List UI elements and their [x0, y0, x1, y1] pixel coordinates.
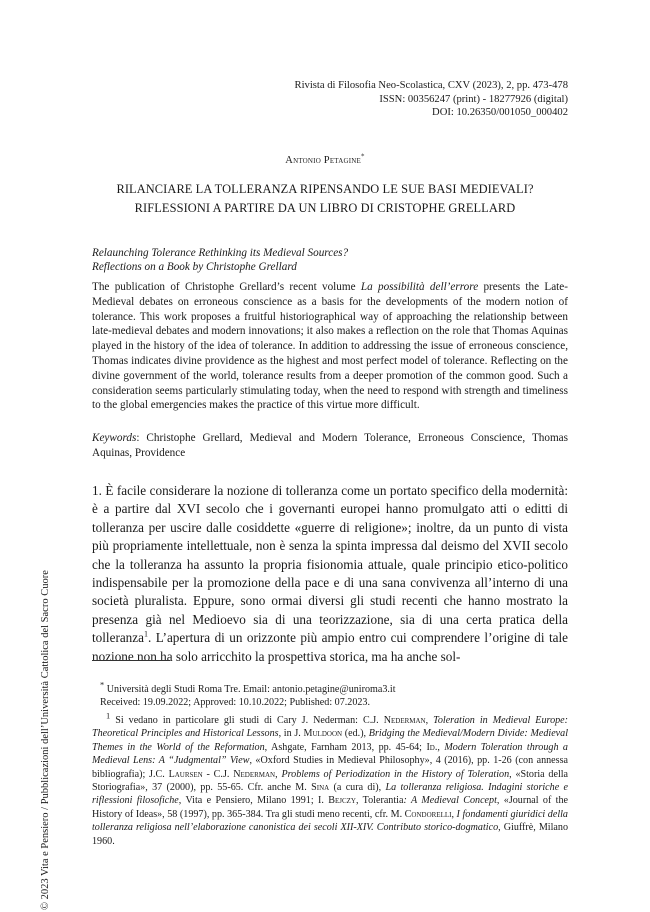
affiliation-line: [100, 680, 570, 696]
fn1-text: , «Oxford Studies in Medieval Philosophy», 4 (2016), pp. 1-26 (con annessa bibliografia); J.C.: [92, 755, 568, 780]
fn1-work-title: : A Medieval Concept: [403, 795, 497, 807]
keywords-label: Keywords: [92, 432, 137, 444]
fn1-text: ,: [451, 808, 457, 820]
fn1-text: , «Journal of the History of Ideas», 58 (1997), pp. 365-384. Tra gli studi meno recenti, cfr. M.: [92, 795, 568, 820]
doi: DOI: 10.26350/001050_000402: [432, 107, 568, 119]
journal-header: [295, 79, 568, 120]
fn1-text: , «Storia della Storiografia», 37 (2000), pp. 55-65. Cfr. anche M.: [92, 768, 569, 794]
issn: ISSN: 00356247 (print) - 18277926 (digital): [379, 93, 568, 105]
dates-line: Received: 19.09.2022; Approved: 10.10.2022; Published: 07.2023.: [100, 697, 370, 709]
fn1-text: , in J.: [278, 728, 304, 740]
title-line-2: RIFLESSIONI A PARTIRE DA UN LIBRO DI CRISTOPHE GRELLARD: [134, 201, 516, 215]
fn1-author: Bejczy: [328, 795, 356, 807]
abstract: [92, 280, 568, 413]
english-title-line-1: Relaunching Tolerance Rethinking its Medieval Sources?: [92, 247, 349, 259]
footnote-1: [92, 711, 569, 848]
body-paragraph: [92, 482, 568, 666]
fn1-work-title: Bridging the Medieval/Modern Divide: Medieval Themes in the World of the Reformation: [92, 728, 569, 753]
fn1-text: (a cura di),: [329, 782, 386, 794]
fn1-text: ,: [275, 768, 282, 780]
fn1-text: , Giuffrè, Milano 1960.: [92, 822, 568, 847]
fn1-text: ,: [437, 741, 445, 753]
affiliation-text: Università degli Studi Roma Tre. Email: antonio.petagine@uniroma3.it: [104, 684, 396, 695]
fn1-author: Laursen: [168, 768, 203, 780]
fn1-text: ,: [425, 715, 434, 726]
author-footnote-mark: *: [361, 152, 365, 161]
author-name: Antonio Petagine: [285, 155, 361, 166]
fn1-text: , Ashgate, Farnham 2013, pp. 45-64;: [264, 741, 427, 753]
body-text-1: 1. È facile considerare la nozione di tolleranza come un portato specifico della modernità: è a partire dal XVI secolo che i governanti europei hanno promulgato atti o editti di tolleranza per uscire dalle cosiddette «guerre di religione»; inoltre, da un punto di vista più propriamente intellettuale, non è senza la spinta impressa dal deismo del XVII secolo che la tolleranza ha assunto la propria fisionomia attuale, quale principio etico-politico indispensabile per la promozione della pace e di una sana convivenza all’interno di una società pluralista. Eppure, sono ormai diversi gli studi recenti che hanno mostrato la presenza già nel Medioevo sia di una teorizzazione, sia di una certa pratica della tolleranza: [92, 483, 568, 646]
english-title-line-2: Reflections on a Book by Christophe Grellard: [92, 260, 297, 273]
keywords-list: : Christophe Grellard, Medieval and Modern Tolerance, Erroneous Conscience, Thomas Aquinas, Providence: [92, 432, 568, 459]
keywords: [92, 431, 568, 461]
english-title: [92, 247, 572, 274]
fn1-text: Si vedano in particolare gli studi di Cary J. Nederman: C.J.: [110, 715, 384, 726]
copyright-sidebar: © 2023 Vita e Pensiero / Pubblicazioni dell’Università Cattolica del Sacro Cuore: [40, 570, 51, 910]
footnote-1-mark: 1: [106, 711, 111, 721]
fn1-author: Condorelli: [404, 808, 452, 820]
fn1-author: Nederman: [383, 715, 426, 726]
fn1-author: Sina: [311, 782, 330, 794]
fn1-work-title: La tolleranza religiosa. Indagini storiche e riflessioni filosofiche: [92, 782, 568, 807]
fn1-author: Nederman: [233, 768, 276, 780]
fn1-work-title: Toleration in Medieval Europe: Theoretical Principles and Historical Lessons: [92, 715, 568, 740]
fn1-text: , Vita e Pensiero, Milano 1991; I.: [178, 795, 329, 807]
author-line: [0, 152, 650, 166]
fn1-text: (ed.),: [342, 728, 369, 740]
title-line-1: RILANCIARE LA TOLLERANZA RIPENSANDO LE SUE BASI MEDIEVALI?: [116, 182, 534, 196]
footnote-divider: [92, 660, 170, 661]
fn1-work-title: I fondamenti giuridici della tolleranza religiosa nell’elaborazione canonistica dei secoli XII-XIV. Contributo storico-dogmatico: [92, 808, 568, 834]
abstract-book-title: La possibilità dell’errore: [360, 281, 479, 293]
fn1-work-title: Problems of Periodization in the History of Toleration: [281, 768, 510, 780]
fn1-author: Id.: [426, 741, 438, 753]
fn1-author: Muldoon: [303, 728, 343, 740]
journal-citation: Rivista di Filosofia Neo-Scolastica, CXV (2023), 2, pp. 473-478: [294, 80, 568, 91]
author-footnote: [100, 680, 570, 710]
fn1-text: - C.J.: [202, 768, 234, 780]
body-text-2: . L’apertura di un orizzonte più ampio entro cui comprendere l’origine di tale nozione non ha solo arricchito la prospettiva storica, ma ha anche sol-: [92, 630, 568, 664]
abstract-text-2: presents the Late-Medieval debates on erroneous conscience as a basis for the developments of the modern notion of tolerance. This work proposes a fruitful historiographical way of approaching the relationship between late-medieval debates and modern innovations; it also makes a reflection on the role that Thomas Aquinas played in the history of the idea of tolerance. In addition to addressing the issue of erroneous conscience, Thomas indicates divine providence as the highest and most perfect model of tolerance. Reflecting on the divine government of the world, tolerance results from a deeper promotion of the common good. Such a consideration seems particularly stimulating today, when the need to respond with strength and timeliness to the global emergencies makes the practice of this virtue more difficult.: [92, 281, 568, 412]
fn1-text: , Tolerantia: [355, 795, 404, 807]
author-footnote-mark-2: *: [100, 680, 105, 690]
abstract-text-1: The publication of Christophe Grellard’s recent volume: [92, 281, 361, 293]
footnote-ref-1[interactable]: 1: [143, 629, 148, 639]
article-title: [0, 180, 650, 218]
fn1-work-title: Modern Toleration through a Medieval Lens: A “Judgmental” View: [92, 741, 568, 767]
